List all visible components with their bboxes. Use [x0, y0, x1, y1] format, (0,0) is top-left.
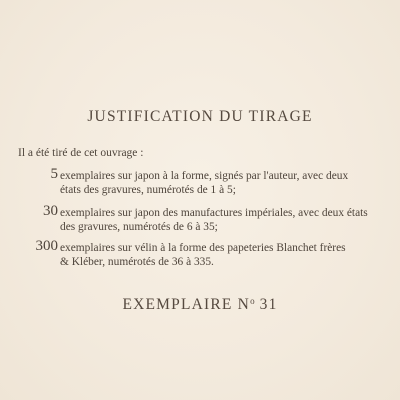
edition-description-line: exemplaires sur japon à la forme, signés par l'auteur, avec deux: [60, 170, 349, 182]
edition-description-line: états des gravures, numérotés de 1 à 5;: [60, 184, 236, 196]
copy-number-ordinal: o: [250, 296, 255, 306]
intro-text: Il a été tiré de cet ouvrage :: [18, 147, 144, 159]
edition-count: 30: [43, 203, 58, 219]
page-heading: JUSTIFICATION DU TIRAGE: [87, 108, 313, 125]
copy-number: [0, 296, 400, 314]
copy-number-value: 31: [254, 296, 278, 313]
edition-description-line: exemplaires sur vélin à la forme des papeteries Blanchet frères: [60, 242, 346, 254]
edition-description-line: exemplaires sur japon des manufactures impériales, avec deux états: [60, 207, 368, 219]
edition-count: 5: [50, 166, 58, 182]
edition-count: 300: [35, 238, 58, 254]
edition-description-line: des gravures, numérotés de 6 à 35;: [60, 221, 218, 233]
copy-number-label: EXEMPLAIRE N: [122, 296, 251, 313]
edition-description-line: & Kléber, numérotés de 36 à 335.: [60, 256, 214, 268]
